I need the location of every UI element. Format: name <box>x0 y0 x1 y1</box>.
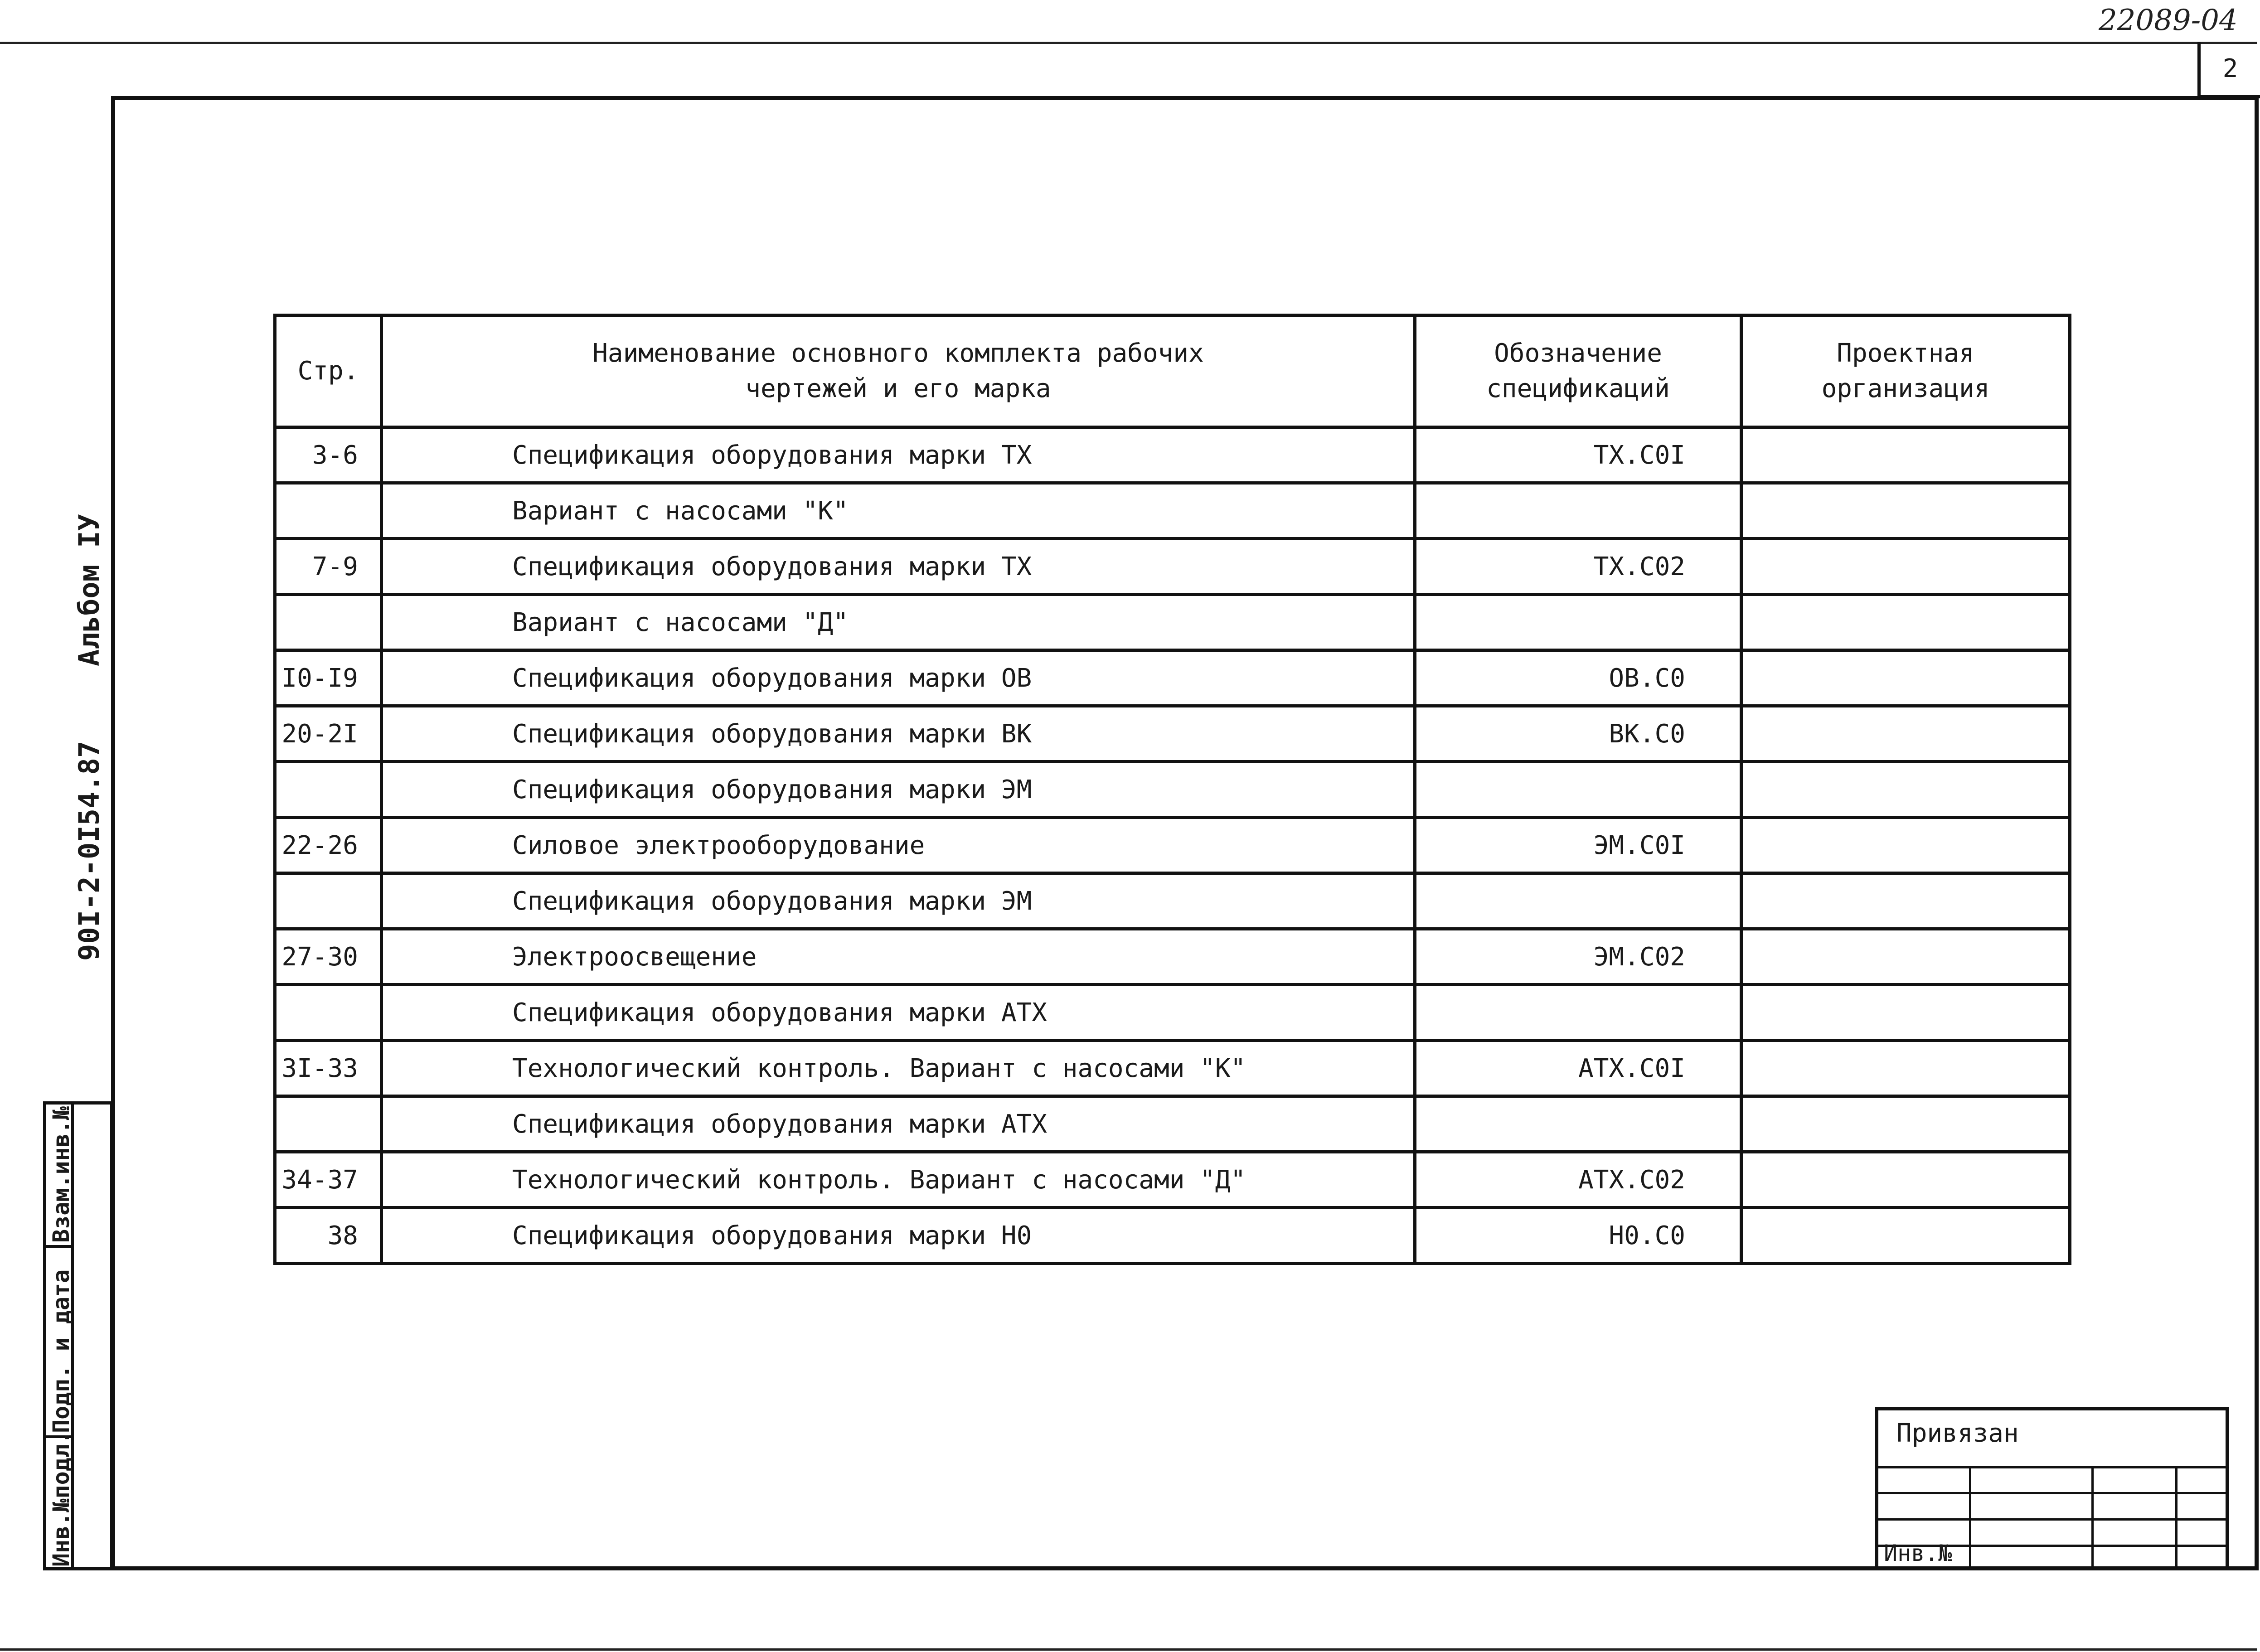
header-organization: Проектная организация <box>1741 315 2070 427</box>
stamp-label-replacement-inv: Взам.инв.№ <box>48 1106 74 1243</box>
cell-page: 7-9 <box>275 539 382 595</box>
stamp-line <box>2091 1466 2094 1567</box>
cell-organization <box>1741 985 2070 1041</box>
cell-page <box>275 985 382 1041</box>
side-approval-stamp <box>43 1101 113 1570</box>
cell-organization <box>1741 483 2070 539</box>
stamp-line <box>1878 1518 2226 1521</box>
cell-page <box>275 762 382 818</box>
table-row <box>275 1041 2070 1096</box>
page-number-box <box>2197 42 2260 98</box>
cell-page: 22-26 <box>275 818 382 873</box>
cell-page <box>275 1096 382 1152</box>
cell-code: ЭМ.С02 <box>1415 929 1741 985</box>
cell-page: 20-2I <box>275 706 382 762</box>
cell-name: Спецификация оборудования марки ТХ <box>382 427 1415 483</box>
cell-page: 34-37 <box>275 1152 382 1208</box>
table-row <box>275 706 2070 762</box>
cell-code: ОВ.С0 <box>1415 650 1741 706</box>
stamp-line <box>1878 1492 2226 1494</box>
cell-organization <box>1741 929 2070 985</box>
cell-code: ТХ.С0I <box>1415 427 1741 483</box>
cell-name: Спецификация оборудования марки ОВ <box>382 650 1415 706</box>
table-row <box>275 483 2070 539</box>
cell-page: I0-I9 <box>275 650 382 706</box>
cell-code <box>1415 1096 1741 1152</box>
stamp-label-inv-orig: Инв.№подл. <box>48 1430 74 1567</box>
cell-name: Электроосвещение <box>382 929 1415 985</box>
cell-page: 27-30 <box>275 929 382 985</box>
table-row <box>275 929 2070 985</box>
table-header-row <box>275 315 2070 427</box>
stamp-line <box>1878 1466 2226 1468</box>
stamp-label-signature-date: Подп. и дата <box>48 1269 74 1433</box>
cell-name: Спецификация оборудования марки Н0 <box>382 1208 1415 1264</box>
cell-code: АТХ.С0I <box>1415 1041 1741 1096</box>
cell-organization <box>1741 873 2070 929</box>
cell-organization <box>1741 1208 2070 1264</box>
cell-page <box>275 595 382 650</box>
stamp-line <box>2175 1466 2178 1567</box>
cell-name: Спецификация оборудования марки ТХ <box>382 539 1415 595</box>
cell-name: Спецификация оборудования марки ВК <box>382 706 1415 762</box>
table-row <box>275 1096 2070 1152</box>
cell-organization <box>1741 706 2070 762</box>
table-row <box>275 985 2070 1041</box>
cell-name: Вариант с насосами "Д" <box>382 595 1415 650</box>
cell-page: 38 <box>275 1208 382 1264</box>
cell-code: ВК.С0 <box>1415 706 1741 762</box>
cell-name: Вариант с насосами "К" <box>382 483 1415 539</box>
page-number: 2 <box>2222 53 2238 83</box>
cell-page: 3I-33 <box>275 1041 382 1096</box>
cell-name: Спецификация оборудования марки ЭМ <box>382 762 1415 818</box>
cell-code <box>1415 595 1741 650</box>
table-row <box>275 427 2070 483</box>
stamp-line <box>1969 1466 1971 1567</box>
table-row <box>275 818 2070 873</box>
cell-code: Н0.С0 <box>1415 1208 1741 1264</box>
table-row <box>275 1152 2070 1208</box>
stamp-line <box>46 1245 71 1248</box>
cell-name: Технологический контроль. Вариант с насосами "Д" <box>382 1152 1415 1208</box>
cell-name: Спецификация оборудования марки ЭМ <box>382 873 1415 929</box>
cell-organization <box>1741 818 2070 873</box>
cell-organization <box>1741 1041 2070 1096</box>
table-row <box>275 539 2070 595</box>
cell-name: Спецификация оборудования марки АТХ <box>382 985 1415 1041</box>
cell-page: 3-6 <box>275 427 382 483</box>
cell-code <box>1415 873 1741 929</box>
cell-organization <box>1741 650 2070 706</box>
cell-organization <box>1741 1096 2070 1152</box>
stamp-title: Привязан <box>1896 1419 2019 1448</box>
cell-organization <box>1741 762 2070 818</box>
album-label: Альбом IУ <box>73 514 106 666</box>
header-name: Наименование основного комплекта рабочих чертежей и его марка <box>382 315 1415 427</box>
cell-name: Технологический контроль. Вариант с насосами "К" <box>382 1041 1415 1096</box>
cell-page <box>275 483 382 539</box>
cell-code <box>1415 762 1741 818</box>
stamp-inv-label: Инв.№ <box>1884 1540 1952 1566</box>
table-row <box>275 595 2070 650</box>
cell-name: Спецификация оборудования марки АТХ <box>382 1096 1415 1152</box>
table-row <box>275 762 2070 818</box>
header-page: Стр. <box>275 315 382 427</box>
cell-code: ТХ.С02 <box>1415 539 1741 595</box>
header-code: Обозначение спецификаций <box>1415 315 1741 427</box>
cell-code <box>1415 483 1741 539</box>
cell-organization <box>1741 427 2070 483</box>
cell-organization <box>1741 539 2070 595</box>
cell-code: ЭМ.С0I <box>1415 818 1741 873</box>
cell-organization <box>1741 595 2070 650</box>
handwritten-reference-number: 22089-04 <box>2099 4 2238 37</box>
cell-code: АТХ.С02 <box>1415 1152 1741 1208</box>
binding-stamp <box>1875 1407 2229 1570</box>
table-row <box>275 650 2070 706</box>
cell-page <box>275 873 382 929</box>
table-row <box>275 1208 2070 1264</box>
document-code: 90I-2-0I54.87 <box>73 741 106 961</box>
cell-organization <box>1741 1152 2070 1208</box>
specification-index-table <box>273 314 2071 1265</box>
cell-code <box>1415 985 1741 1041</box>
cell-name: Силовое электрооборудование <box>382 818 1415 873</box>
table-row <box>275 873 2070 929</box>
